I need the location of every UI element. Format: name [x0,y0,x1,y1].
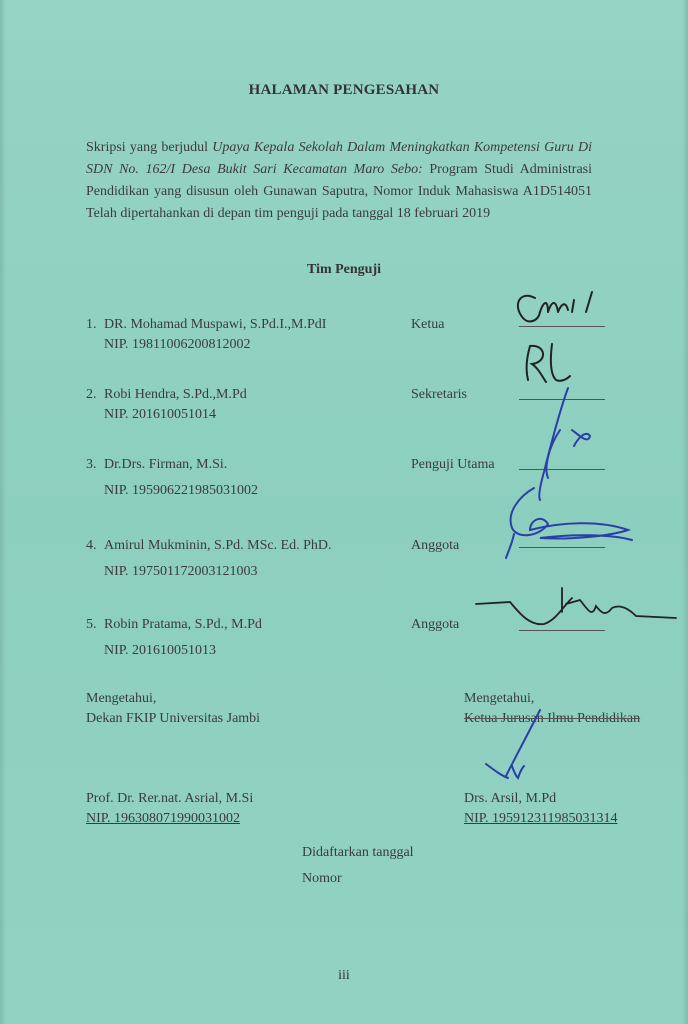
member-number: 3. [86,457,97,472]
right-approver [464,689,640,729]
signature-line [519,399,605,400]
left-approver [86,689,260,729]
approver-position: Ketua Jurusan Ilmu Pendidikan [464,711,641,726]
member-role: Penguji Utama [411,457,495,472]
paragraph-rest: Program Studi Administrasi Pendidikan yang disusun oleh Gunawan Saputra, Nomor Induk Mahasiswa A1D514051 Telah dipertahankan di depan tim penguji pada tanggal 18 februari 2019 [86,162,592,221]
committee-member [86,536,332,582]
committee-heading: Tim Penguji [306,262,382,277]
member-role: Anggota [411,617,460,632]
member-role: Anggota [411,538,460,553]
signature-anggota-2 [476,588,676,624]
thesis-title: Upaya Kepala Sekolah Dalam Meningkatkan Kompetensi Guru Di SDN No. 162/I Desa Bukit Sari Kecamatan Maro Sebo: [86,140,592,177]
member-role: Ketua [411,317,445,332]
member-name: Robi Hendra, S.Pd.,M.Pd [104,387,247,402]
member-nip: NIP. 197501172003121003 [104,564,258,579]
member-nip: NIP. 195906221985031002 [104,483,259,498]
member-name: Robin Pratama, S.Pd., M.Pd [104,617,262,632]
member-nip: NIP. 201610051013 [104,643,217,658]
page-left-edge [0,0,6,1024]
signature-penguji-utama [539,388,590,500]
approver-nip: NIP. 195912311985031314 [464,811,618,826]
signature-line [519,547,605,548]
member-number: 5. [86,617,97,632]
member-name: Dr.Drs. Firman, M.Si. [104,457,228,472]
signature-ketua [518,292,592,321]
registration-number-label: Nomor [302,871,342,886]
committee-member [86,385,247,425]
approver-position: Dekan FKIP Universitas Jambi [86,711,261,726]
member-number: 2. [86,387,97,402]
left-approver-signatory [86,789,253,829]
approval-paragraph [86,137,592,225]
paragraph-lead: Skripsi yang berjudul [86,140,213,155]
signature-line [519,469,605,470]
member-number: 4. [86,538,97,553]
page-title: HALAMAN PENGESAHAN [248,82,440,98]
member-nip: NIP. 19811006200812002 [104,337,251,352]
signature-line [519,326,605,327]
registered-date-label: Didaftarkan tanggal [302,845,414,860]
member-number: 1. [86,317,97,332]
member-name: DR. Mohamad Muspawi, S.Pd.I.,M.PdI [104,317,327,332]
committee-member [86,615,262,661]
page-number: iii [338,968,350,983]
member-name: Amirul Mukminin, S.Pd. MSc. Ed. PhD. [104,538,332,553]
signature-sekretaris [527,344,570,382]
member-nip: NIP. 201610051014 [104,407,217,422]
committee-member [86,455,258,501]
approver-label: Mengetahui, [86,691,157,706]
signature-line [519,630,605,631]
right-approver-signatory [464,789,618,829]
committee-member [86,315,326,355]
approver-name: Drs. Arsil, M.Pd [464,791,557,806]
approver-nip: NIP. 196308071990031002 [86,811,241,826]
approver-label: Mengetahui, [464,691,535,706]
approver-name: Prof. Dr. Rer.nat. Asrial, M.Si [86,791,254,806]
page-right-edge [682,0,688,1024]
member-role: Sekretaris [411,387,467,402]
